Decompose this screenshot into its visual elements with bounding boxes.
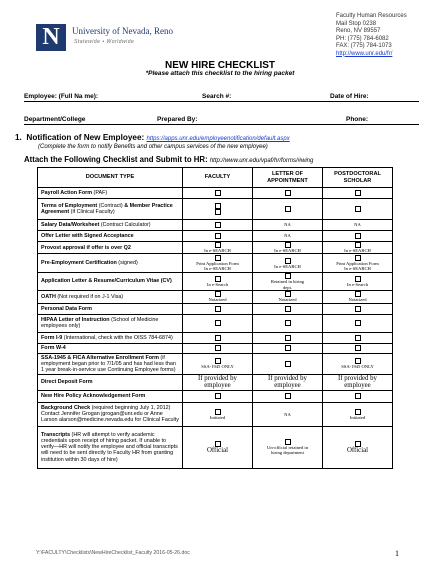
checklist-cell <box>183 426 253 468</box>
cell-text: In e-SEARCH <box>274 248 301 253</box>
cell-text: In e-Search <box>346 281 369 287</box>
document-type-cell: Direct Deposit Form <box>38 374 183 390</box>
checklist-cell <box>253 353 323 374</box>
field-underline <box>24 101 419 102</box>
office-line: FAX: (775) 784-1073 <box>336 43 392 49</box>
office-url-link[interactable]: http://www.unr.edu/fr/ <box>336 50 393 57</box>
cell-text: Retained in hiring <box>270 279 305 285</box>
document-type-cell: Form W-4 <box>38 343 183 353</box>
table-row <box>38 290 393 303</box>
cell-text: employee <box>204 382 231 390</box>
cell-text: NA <box>284 233 291 239</box>
office-line: Reno, NV 89557 <box>336 28 381 34</box>
cell-text: hiring department <box>271 450 304 456</box>
cell-text: Notarized <box>278 297 297 303</box>
cell-text: Print Application Form <box>196 261 239 266</box>
table-row <box>38 231 393 242</box>
document-type-cell: Background Check (required beginning July 1, 2012) Contact Jennifer Grogan jgrogan@unr.edu or Anne Larson alarson@medicine.nevada.edu for Clinical Faculty <box>38 402 183 426</box>
cell-text: In e-SEARCH <box>204 248 231 253</box>
checklist-cell <box>183 199 253 220</box>
checklist-cell <box>253 426 323 468</box>
checklist-cell <box>183 242 253 254</box>
table-row <box>38 303 393 314</box>
checklist-cell <box>253 242 323 254</box>
document-type-cell: Payroll Action Form (PAF) <box>38 188 183 199</box>
document-type-cell: SSA-1945 & FICA Alternative Enrollment Form (if employment began prior to 7/1/05 and has had less than 1 year break-in-service use Continuing Employee forms) <box>38 353 183 374</box>
checklist-cell <box>253 188 323 199</box>
notification-note: (Complete the form to notify Benefits and other campus services of the new employee) <box>38 144 268 150</box>
checkbox[interactable] <box>285 335 291 341</box>
checkbox[interactable] <box>285 206 291 212</box>
checkbox[interactable] <box>285 258 291 264</box>
checklist-cell <box>253 314 323 332</box>
document-type-cell: Form I-9 (International, check with the OISS 784-6874) <box>38 332 183 343</box>
checkbox[interactable] <box>285 345 291 351</box>
document-type-cell: Application Letter & Resume/Curriculum Vitae (CV) <box>38 273 183 291</box>
checklist-cell <box>253 290 323 303</box>
table-row <box>38 273 393 291</box>
document-type-cell: HIPAA Letter of Instruction (School of Medicine employees only) <box>38 314 183 332</box>
university-tagline: Statewide • Worldwide <box>74 39 135 45</box>
checklist-cell <box>323 188 393 199</box>
notification-label: Notification of New Employee: <box>26 133 145 142</box>
checkbox[interactable] <box>215 222 221 228</box>
table-header-row <box>38 168 393 188</box>
checkbox[interactable] <box>285 393 291 399</box>
checklist-cell <box>323 199 393 220</box>
checklist-cell <box>323 426 393 468</box>
date-of-hire-label: Date of Hire: <box>330 93 369 100</box>
checklist-cell <box>323 273 393 291</box>
cell-text: employee <box>344 382 371 390</box>
cell-text: Initiated <box>349 414 366 420</box>
table-row <box>38 314 393 332</box>
checklist-cell <box>183 303 253 314</box>
cell-text: In e-SEARCH <box>274 263 301 269</box>
field-underline <box>24 124 419 125</box>
attach-heading <box>24 155 313 164</box>
checkbox[interactable] <box>215 393 221 399</box>
section-number: 1. <box>15 133 22 142</box>
table-row <box>38 353 393 374</box>
document-type-cell: Personal Data Form <box>38 303 183 314</box>
checklist-cell <box>323 220 393 231</box>
checkbox[interactable] <box>355 190 361 196</box>
checklist-cell <box>183 231 253 242</box>
checklist-cell <box>323 353 393 374</box>
notification-section <box>15 133 290 142</box>
office-contact-block <box>336 13 407 58</box>
table-row <box>38 332 393 343</box>
checklist-cell <box>323 402 393 426</box>
notification-link[interactable]: https://apps.unr.edu/employeenotification/default.aspx <box>146 136 290 142</box>
phone-label: Phone: <box>346 116 369 123</box>
cell-text: dept. <box>282 284 293 290</box>
attach-label: Attach the Following Checklist and Submit to HR: <box>24 155 208 164</box>
checklist-cell <box>183 353 253 374</box>
document-type-cell: Salary Data/Worksheet (Contract Calculator) <box>38 220 183 231</box>
table-row <box>38 188 393 199</box>
attach-url[interactable]: http://www.unr.edu/vpaf/hr/forms/#wing <box>209 158 314 164</box>
cell-text: In e-SEARCH <box>344 248 371 253</box>
checkbox[interactable] <box>285 306 291 312</box>
checklist-cell <box>323 303 393 314</box>
checkbox[interactable] <box>355 345 361 351</box>
checkbox[interactable] <box>355 233 361 239</box>
checkbox[interactable] <box>215 233 221 239</box>
checklist-cell <box>183 343 253 353</box>
employee-name-label: Employee: (Full Na me): <box>24 93 99 100</box>
checkbox[interactable] <box>355 306 361 312</box>
office-line: Faculty Human Resources <box>336 13 407 19</box>
checklist-cell <box>183 220 253 231</box>
checklist-cell <box>253 199 323 220</box>
checkbox[interactable] <box>355 441 361 447</box>
page-subtitle: *Please attach this checklist to the hiring packet <box>145 70 295 77</box>
cell-text: If provided by <box>198 374 237 382</box>
checklist-cell <box>183 402 253 426</box>
checklist-cell <box>253 220 323 231</box>
checklist-cell <box>183 254 253 273</box>
checklist-cell <box>253 254 323 273</box>
checklist-cell <box>253 332 323 343</box>
page-title: NEW HIRE CHECKLIST <box>165 60 275 71</box>
checklist-cell <box>183 290 253 303</box>
checklist-cell <box>253 303 323 314</box>
header-postdoctoral-scholar: POSTDOCTORAL SCHOLAR <box>323 168 393 188</box>
checklist-cell <box>183 273 253 291</box>
header-letter-of-appointment: LETTER OF APPOINTMENT <box>253 168 323 188</box>
checklist-cell <box>183 390 253 402</box>
page-number: 1 <box>395 549 399 558</box>
cell-text: NA <box>354 222 361 228</box>
checkbox[interactable] <box>355 335 361 341</box>
checklist-table <box>37 167 393 469</box>
document-type-cell: Pre-Employment Certification (signed) <box>38 254 183 273</box>
prepared-by-label: Prepared By: <box>157 116 198 123</box>
checklist-cell <box>323 242 393 254</box>
office-line: PH: (775) 784-6082 <box>336 35 389 42</box>
checkbox[interactable] <box>215 335 221 341</box>
document-type-cell: Provost approval if offer is over Q2 <box>38 242 183 254</box>
header-faculty: FACULTY <box>183 168 253 188</box>
cell-text: Official <box>206 446 228 454</box>
checkbox[interactable] <box>215 190 221 196</box>
checklist-cell <box>323 290 393 303</box>
checklist-cell <box>253 231 323 242</box>
document-type-cell: New Hire Policy Acknowledgement Form <box>38 390 183 402</box>
checklist-cell <box>323 254 393 273</box>
document-type-cell: Transcripts (HR will attempt to verify academic credentials upon receipt of hiring packet. If unable to verify—HR will notify the employee and official transcripts will need to be sent directly to Faculty HR from granting institution within 30 days of hire) <box>38 426 183 468</box>
cell-text: NA <box>284 411 291 417</box>
table-row <box>38 254 393 273</box>
cell-text: Notarized <box>208 297 227 303</box>
table-row <box>38 390 393 402</box>
checkbox[interactable] <box>285 361 291 367</box>
table-row <box>38 426 393 468</box>
checkbox[interactable] <box>355 320 361 326</box>
cell-text: Print Application Form <box>336 261 379 266</box>
checkbox[interactable] <box>215 345 221 351</box>
cell-text: SSA-1945 ONLY <box>201 364 234 370</box>
checkbox[interactable] <box>355 409 361 415</box>
checklist-cell <box>183 314 253 332</box>
checkbox[interactable] <box>215 409 221 415</box>
checkbox[interactable] <box>355 206 361 212</box>
cell-text: In e-SEARCH <box>344 266 371 272</box>
cell-text: Un-official retained in <box>267 445 308 451</box>
cell-text: In e-SEARCH <box>204 266 231 272</box>
checklist-cell <box>323 314 393 332</box>
table-row <box>38 220 393 231</box>
checklist-cell <box>183 188 253 199</box>
cell-text: SSA-1945 ONLY <box>341 364 374 370</box>
cell-text: Official <box>346 446 368 454</box>
checklist-cell <box>323 343 393 353</box>
document-type-cell: Offer Letter with Signed Acceptance <box>38 231 183 242</box>
checklist-cell <box>323 390 393 402</box>
university-logo: N <box>36 24 66 51</box>
office-line: Mail Stop 0238 <box>336 20 377 27</box>
table-row <box>38 199 393 220</box>
checklist-cell <box>323 374 393 390</box>
cell-text: If provided by <box>338 374 377 382</box>
checklist-cell <box>323 332 393 343</box>
cell-text: employee <box>274 382 301 390</box>
checkbox[interactable] <box>285 190 291 196</box>
checkbox[interactable] <box>215 209 221 215</box>
checklist-cell <box>253 374 323 390</box>
department-label: Department/College <box>24 116 86 123</box>
checklist-cell <box>253 273 323 291</box>
search-number-label: Search #: <box>202 93 232 100</box>
cell-text: Notarized <box>348 297 367 303</box>
cell-text: If provided by <box>268 374 307 382</box>
checklist-cell <box>183 332 253 343</box>
document-type-cell: Terms of Employment (Contract) & Member Practice Agreement (if Clinical Faculty) <box>38 199 183 220</box>
table-row <box>38 402 393 426</box>
checklist-cell <box>253 343 323 353</box>
checkbox[interactable] <box>215 306 221 312</box>
file-path-footer: Y:\FACULTY\Checklists\NewHireChecklist_Faculty 2016-05-26.doc <box>36 550 190 556</box>
document-type-cell: OATH (Not required if on J-1 Visa) <box>38 290 183 303</box>
table-row <box>38 374 393 390</box>
checkbox[interactable] <box>285 320 291 326</box>
university-name: University of Nevada, Reno <box>72 26 173 36</box>
checkbox[interactable] <box>215 320 221 326</box>
checkbox[interactable] <box>355 393 361 399</box>
checklist-cell <box>323 231 393 242</box>
checklist-cell <box>183 374 253 390</box>
header-document-type: DOCUMENT TYPE <box>38 168 183 188</box>
cell-text: NA <box>284 222 291 228</box>
cell-text: In e-Search <box>206 281 229 287</box>
checklist-cell <box>253 402 323 426</box>
cell-text: Initiated <box>209 414 226 420</box>
checklist-cell <box>253 390 323 402</box>
checkbox[interactable] <box>215 441 221 447</box>
table-row <box>38 343 393 353</box>
table-row <box>38 242 393 254</box>
